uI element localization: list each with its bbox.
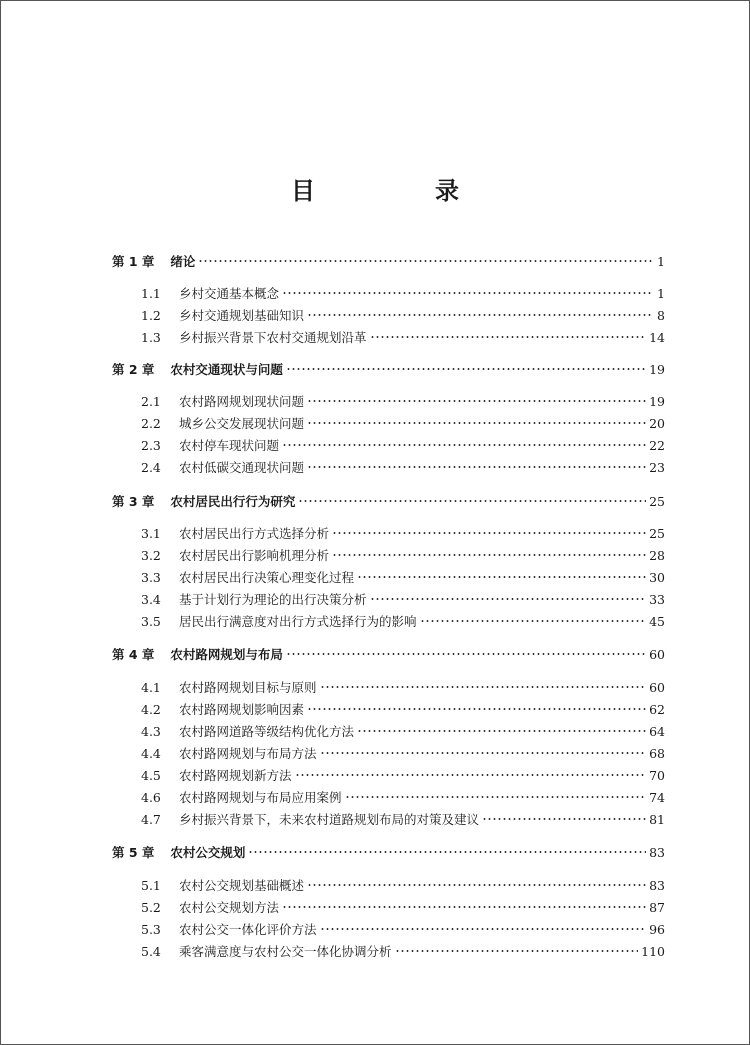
page-number: 30 bbox=[649, 569, 665, 585]
toc-chapter-4[interactable] bbox=[112, 644, 665, 664]
toc-section-2-2[interactable] bbox=[141, 413, 665, 433]
toc-section-5-3[interactable] bbox=[141, 919, 665, 939]
page-number: 87 bbox=[649, 899, 665, 915]
section-title: 乡村交通规划基础知识 bbox=[179, 308, 305, 323]
section-title: 乡村振兴背景下，未来农村道路规划布局的对策及建议 bbox=[179, 812, 480, 827]
section-number: 1.1 bbox=[141, 285, 161, 301]
toc-section-2-1[interactable] bbox=[141, 391, 665, 411]
section-title: 农村居民出行方式选择分析 bbox=[179, 526, 330, 541]
toc-section-1-1[interactable] bbox=[141, 283, 665, 303]
page-number: 60 bbox=[649, 646, 665, 662]
page-number: 74 bbox=[649, 789, 665, 805]
dot-leader bbox=[248, 851, 646, 853]
section-number: 5.3 bbox=[141, 921, 161, 937]
toc-section-3-3[interactable] bbox=[141, 567, 665, 587]
toc-section-5-1[interactable] bbox=[141, 875, 665, 895]
toc-chapter-1[interactable] bbox=[112, 251, 665, 271]
page-number: 23 bbox=[649, 459, 665, 475]
section-number: 3.3 bbox=[141, 569, 161, 585]
section-number: 4.3 bbox=[141, 723, 161, 739]
toc-section-3-4[interactable] bbox=[141, 589, 665, 609]
dot-leader bbox=[307, 314, 652, 316]
section-number: 1.3 bbox=[141, 329, 161, 345]
page-number: 8 bbox=[657, 307, 665, 323]
dot-leader bbox=[307, 400, 646, 402]
toc-section-4-3[interactable] bbox=[141, 721, 665, 741]
dot-leader bbox=[320, 928, 647, 930]
page-number: 22 bbox=[649, 437, 665, 453]
dot-leader bbox=[286, 653, 646, 655]
section-number: 2.2 bbox=[141, 415, 161, 431]
toc-chapter-5[interactable] bbox=[112, 842, 665, 862]
section-number: 3.1 bbox=[141, 525, 161, 541]
page-number: 96 bbox=[649, 921, 665, 937]
section-number: 3.5 bbox=[141, 613, 161, 629]
section-title: 农村路网规划与布局方法 bbox=[179, 746, 317, 761]
section-number: 4.2 bbox=[141, 701, 161, 717]
toc-section-4-7[interactable] bbox=[141, 809, 665, 829]
chapter-number: 第 3 章 bbox=[112, 494, 155, 509]
page-number: 19 bbox=[649, 361, 665, 377]
section-title: 居民出行满意度对出行方式选择行为的影响 bbox=[179, 614, 417, 629]
section-title: 农村路网规划现状问题 bbox=[179, 394, 305, 409]
dot-leader bbox=[420, 620, 647, 622]
section-number: 4.6 bbox=[141, 789, 161, 805]
dot-leader bbox=[282, 292, 652, 294]
toc-section-4-6[interactable] bbox=[141, 787, 665, 807]
toc-section-3-2[interactable] bbox=[141, 545, 665, 565]
toc-section-4-4[interactable] bbox=[141, 743, 665, 763]
dot-leader bbox=[298, 500, 646, 502]
dot-leader bbox=[307, 884, 646, 886]
toc-section-2-4[interactable] bbox=[141, 457, 665, 477]
section-title: 农村路网规划影响因素 bbox=[179, 702, 305, 717]
section-number: 5.4 bbox=[141, 943, 161, 959]
dot-leader bbox=[345, 796, 647, 798]
dot-leader bbox=[332, 532, 646, 534]
toc-chapter-3[interactable] bbox=[112, 491, 665, 511]
dot-leader bbox=[370, 598, 647, 600]
chapter-title: 农村公交规划 bbox=[170, 845, 246, 860]
chapter-number: 第 2 章 bbox=[112, 362, 155, 377]
chapter-title: 农村交通现状与问题 bbox=[170, 362, 283, 377]
page-number: 25 bbox=[649, 493, 665, 509]
section-title: 农村路网规划新方法 bbox=[179, 768, 292, 783]
dot-leader bbox=[307, 422, 646, 424]
section-title: 农村停车现状问题 bbox=[179, 438, 280, 453]
toc-section-4-5[interactable] bbox=[141, 765, 665, 785]
section-title: 基于计划行为理论的出行决策分析 bbox=[179, 592, 367, 607]
dot-leader bbox=[357, 576, 646, 578]
toc-section-4-1[interactable] bbox=[141, 677, 665, 697]
toc-section-3-1[interactable] bbox=[141, 523, 665, 543]
page-number: 110 bbox=[641, 943, 665, 959]
chapter-number: 第 4 章 bbox=[112, 647, 155, 662]
page-number: 20 bbox=[649, 415, 665, 431]
page-number: 83 bbox=[649, 844, 665, 860]
dot-leader bbox=[370, 336, 647, 338]
page-number: 68 bbox=[649, 745, 665, 761]
dot-leader bbox=[320, 752, 647, 754]
page-number: 28 bbox=[649, 547, 665, 563]
section-number: 2.3 bbox=[141, 437, 161, 453]
dot-leader bbox=[198, 260, 652, 262]
page-number: 83 bbox=[649, 877, 665, 893]
chapter-title: 农村路网规划与布局 bbox=[170, 647, 283, 662]
section-number: 4.7 bbox=[141, 811, 161, 827]
page-number: 60 bbox=[649, 679, 665, 695]
section-title: 城乡公交发展现状问题 bbox=[179, 416, 305, 431]
section-title: 农村路网规划目标与原则 bbox=[179, 680, 317, 695]
page-number: 45 bbox=[649, 613, 665, 629]
chapter-title: 绪论 bbox=[170, 254, 196, 269]
dot-leader bbox=[307, 708, 646, 710]
section-number: 3.2 bbox=[141, 547, 161, 563]
section-title: 乡村交通基本概念 bbox=[179, 286, 280, 301]
dot-leader bbox=[332, 554, 646, 556]
dot-leader bbox=[295, 774, 647, 776]
page-number: 33 bbox=[649, 591, 665, 607]
page-number: 25 bbox=[649, 525, 665, 541]
section-title: 乡村振兴背景下农村交通规划沿革 bbox=[179, 330, 367, 345]
section-number: 3.4 bbox=[141, 591, 161, 607]
dot-leader bbox=[286, 368, 646, 370]
section-number: 2.4 bbox=[141, 459, 161, 475]
page-number: 70 bbox=[649, 767, 665, 783]
section-number: 4.4 bbox=[141, 745, 161, 761]
page-number: 62 bbox=[649, 701, 665, 717]
section-title: 农村公交规划方法 bbox=[179, 900, 280, 915]
dot-leader bbox=[357, 730, 646, 732]
section-number: 2.1 bbox=[141, 393, 161, 409]
section-number: 5.2 bbox=[141, 899, 161, 915]
section-title: 农村路网道路等级结构优化方法 bbox=[179, 724, 355, 739]
dot-leader bbox=[282, 906, 646, 908]
chapter-title: 农村居民出行行为研究 bbox=[170, 494, 296, 509]
page-number: 1 bbox=[657, 253, 665, 269]
toc-section-5-2[interactable] bbox=[141, 897, 665, 917]
dot-leader bbox=[482, 818, 646, 820]
page-number: 19 bbox=[649, 393, 665, 409]
dot-leader bbox=[307, 466, 646, 468]
page-number: 64 bbox=[649, 723, 665, 739]
section-title: 农村居民出行影响机理分析 bbox=[179, 548, 330, 563]
section-title: 农村公交规划基础概述 bbox=[179, 878, 305, 893]
toc-section-3-5[interactable] bbox=[141, 611, 665, 631]
section-number: 5.1 bbox=[141, 877, 161, 893]
page-title: 目 录 bbox=[291, 177, 507, 205]
section-title: 农村低碳交通现状问题 bbox=[179, 460, 305, 475]
section-number: 1.2 bbox=[141, 307, 161, 323]
section-title: 农村居民出行决策心理变化过程 bbox=[179, 570, 355, 585]
toc-section-1-2[interactable] bbox=[141, 305, 665, 325]
dot-leader bbox=[282, 444, 646, 446]
toc-section-5-4[interactable] bbox=[141, 941, 665, 961]
section-number: 4.1 bbox=[141, 679, 161, 695]
toc-section-2-3[interactable] bbox=[141, 435, 665, 455]
section-title: 农村路网规划与布局应用案例 bbox=[179, 790, 342, 805]
page-number: 81 bbox=[649, 811, 665, 827]
page-number: 1 bbox=[657, 285, 665, 301]
toc-section-4-2[interactable] bbox=[141, 699, 665, 719]
section-title: 乘客满意度与农村公交一体化协调分析 bbox=[179, 944, 392, 959]
toc-section-1-3[interactable] bbox=[141, 327, 665, 347]
dot-leader bbox=[320, 686, 647, 688]
toc-chapter-2[interactable] bbox=[112, 359, 665, 379]
dot-leader bbox=[395, 950, 639, 952]
chapter-number: 第 5 章 bbox=[112, 845, 155, 860]
page-number: 14 bbox=[649, 329, 665, 345]
chapter-number: 第 1 章 bbox=[112, 254, 155, 269]
section-number: 4.5 bbox=[141, 767, 161, 783]
section-title: 农村公交一体化评价方法 bbox=[179, 922, 317, 937]
